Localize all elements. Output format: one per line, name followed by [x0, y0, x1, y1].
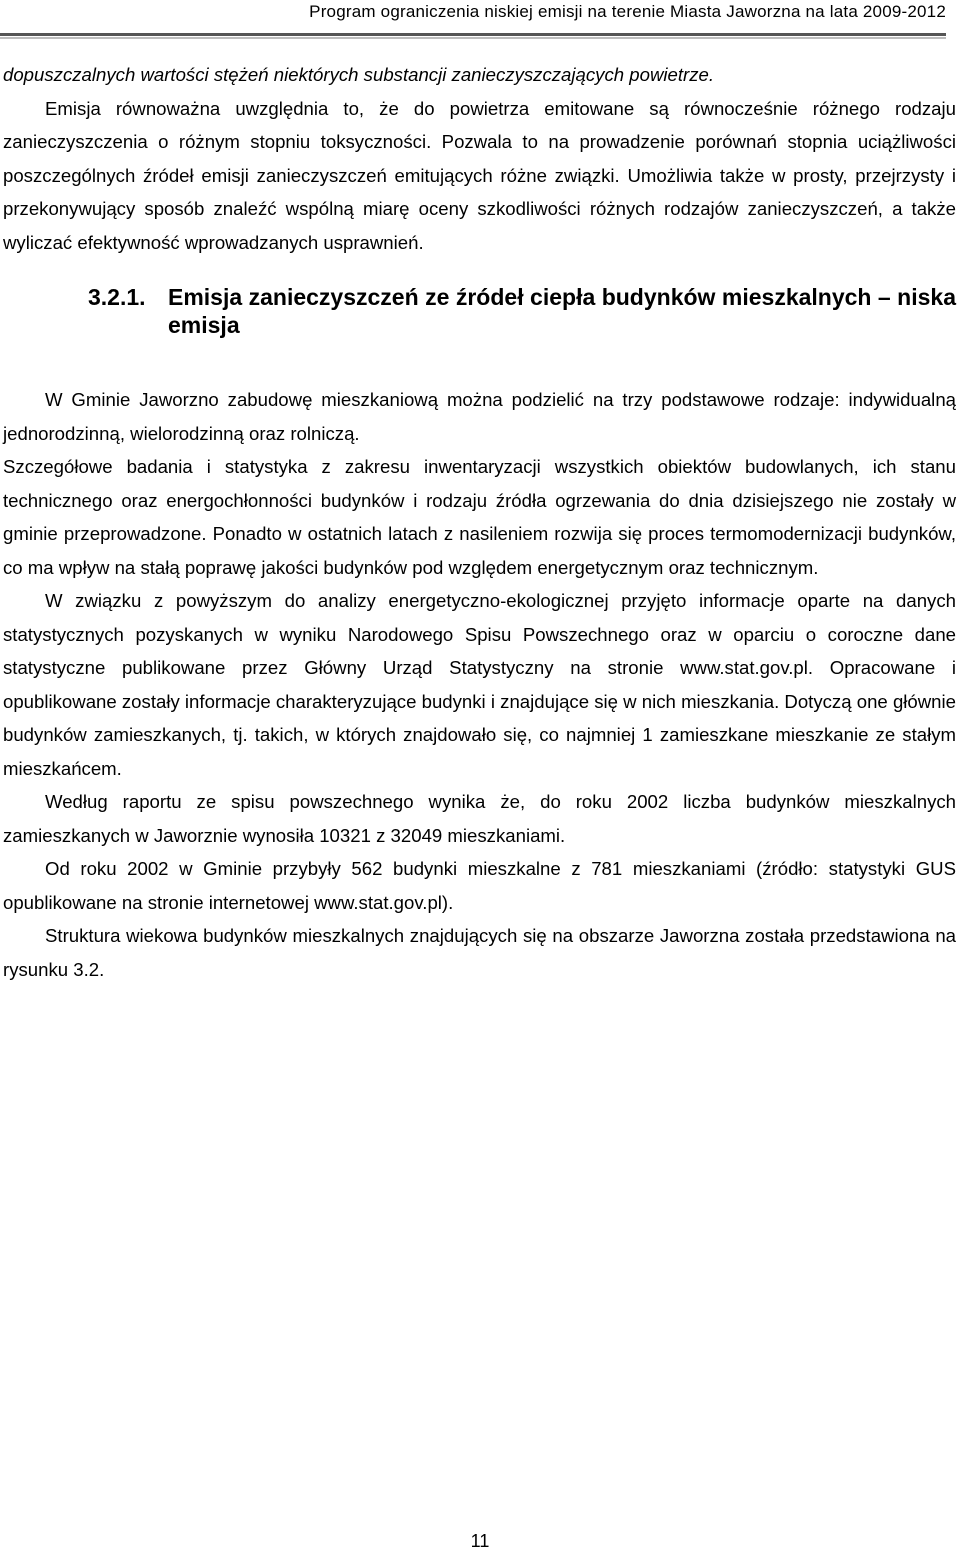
body-paragraph-6: Struktura wiekowa budynków mieszkalnych znajdujących się na obszarze Jaworzna została przedstawiona na rysunku 3.2.	[3, 925, 956, 980]
body-paragraph-2: Szczegółowe badania i statystyka z zakresu inwentaryzacji wszystkich obiektów budowlanych, ich stanu technicznego oraz energochłonności budynków i rodzaju źródła ogrzewania do dnia dzisiejszego nie zostały w gminie przeprowadzone. Ponadto w ostatnich latach z nasileniem rozwija się proces termomodernizacji budynków, co ma wpływ na stałą poprawę jakości budynków pod względem energetycznym oraz technicznym.	[3, 456, 956, 578]
section-heading	[3, 283, 956, 339]
intro-italic-line: dopuszczalnych wartości stężeń niektórych substancji zanieczyszczających powietrze.	[3, 64, 715, 85]
section-number: 3.2.1.	[88, 284, 146, 310]
header-rule-shadow	[0, 37, 946, 39]
header-title: Program ograniczenia niskiej emisji na terenie Miasta Jaworzna na lata 2009-2012	[309, 2, 946, 21]
document-body	[3, 58, 956, 986]
header-rule	[0, 33, 946, 36]
body-paragraph-4: Według raportu ze spisu powszechnego wynika że, do roku 2002 liczba budynków mieszkalnych zamieszkanych w Jaworznie wynosiła 10321 z 32049 mieszkaniami.	[3, 791, 956, 846]
intro-paragraph: Emisja równoważna uwzględnia to, że do powietrza emitowane są równocześnie różnego rodzaju zanieczyszczenia o różnym stopniu toksyczności. Pozwala to na prowadzenie porównań stopnia uciążliwości poszczególnych źródeł emisji zanieczyszczeń emitujących różne związki. Umożliwia także w prosty, przejrzysty i przekonywujący sposób znaleźć wspólną miarę oceny szkodliwości różnych rodzajów zanieczyszczeń, a także wyliczać efektywność wprowadzanych usprawnień.	[3, 97, 956, 253]
page-number: 11	[470, 1531, 490, 1551]
page-header	[0, 0, 946, 36]
section-title: Emisja zanieczyszczeń ze źródeł ciepła budynków mieszkalnych – niska emisja	[168, 284, 956, 338]
body-paragraph-3: W związku z powyższym do analizy energetyczno-ekologicznej przyjęto informacje oparte na danych statystycznych pozyskanych w wyniku Narodowego Spisu Powszechnego oraz w oparciu o coroczne dane statystyczne publikowane przez Główny Urząd Statystyczny na stronie www.stat.gov.pl. Opracowane i opublikowane zostały informacje charakteryzujące budynki i znajdujące się w nich mieszkania. Dotyczą one głównie budynków zamieszkanych, tj. takich, w których znajdowało się, co najmniej 1 zamieszkane mieszkanie ze stałym mieszkańcem.	[3, 590, 956, 779]
body-paragraph-1: W Gminie Jaworzno zabudowę mieszkaniową można podzielić na trzy podstawowe rodzaje: indywidualną jednorodzinną, wielorodzinną oraz rolniczą.	[3, 389, 956, 444]
body-paragraph-5: Od roku 2002 w Gminie przybyły 562 budynki mieszkalne z 781 mieszkaniami (źródło: statystyki GUS opublikowane na stronie internetowej www.stat.gov.pl).	[3, 858, 956, 913]
